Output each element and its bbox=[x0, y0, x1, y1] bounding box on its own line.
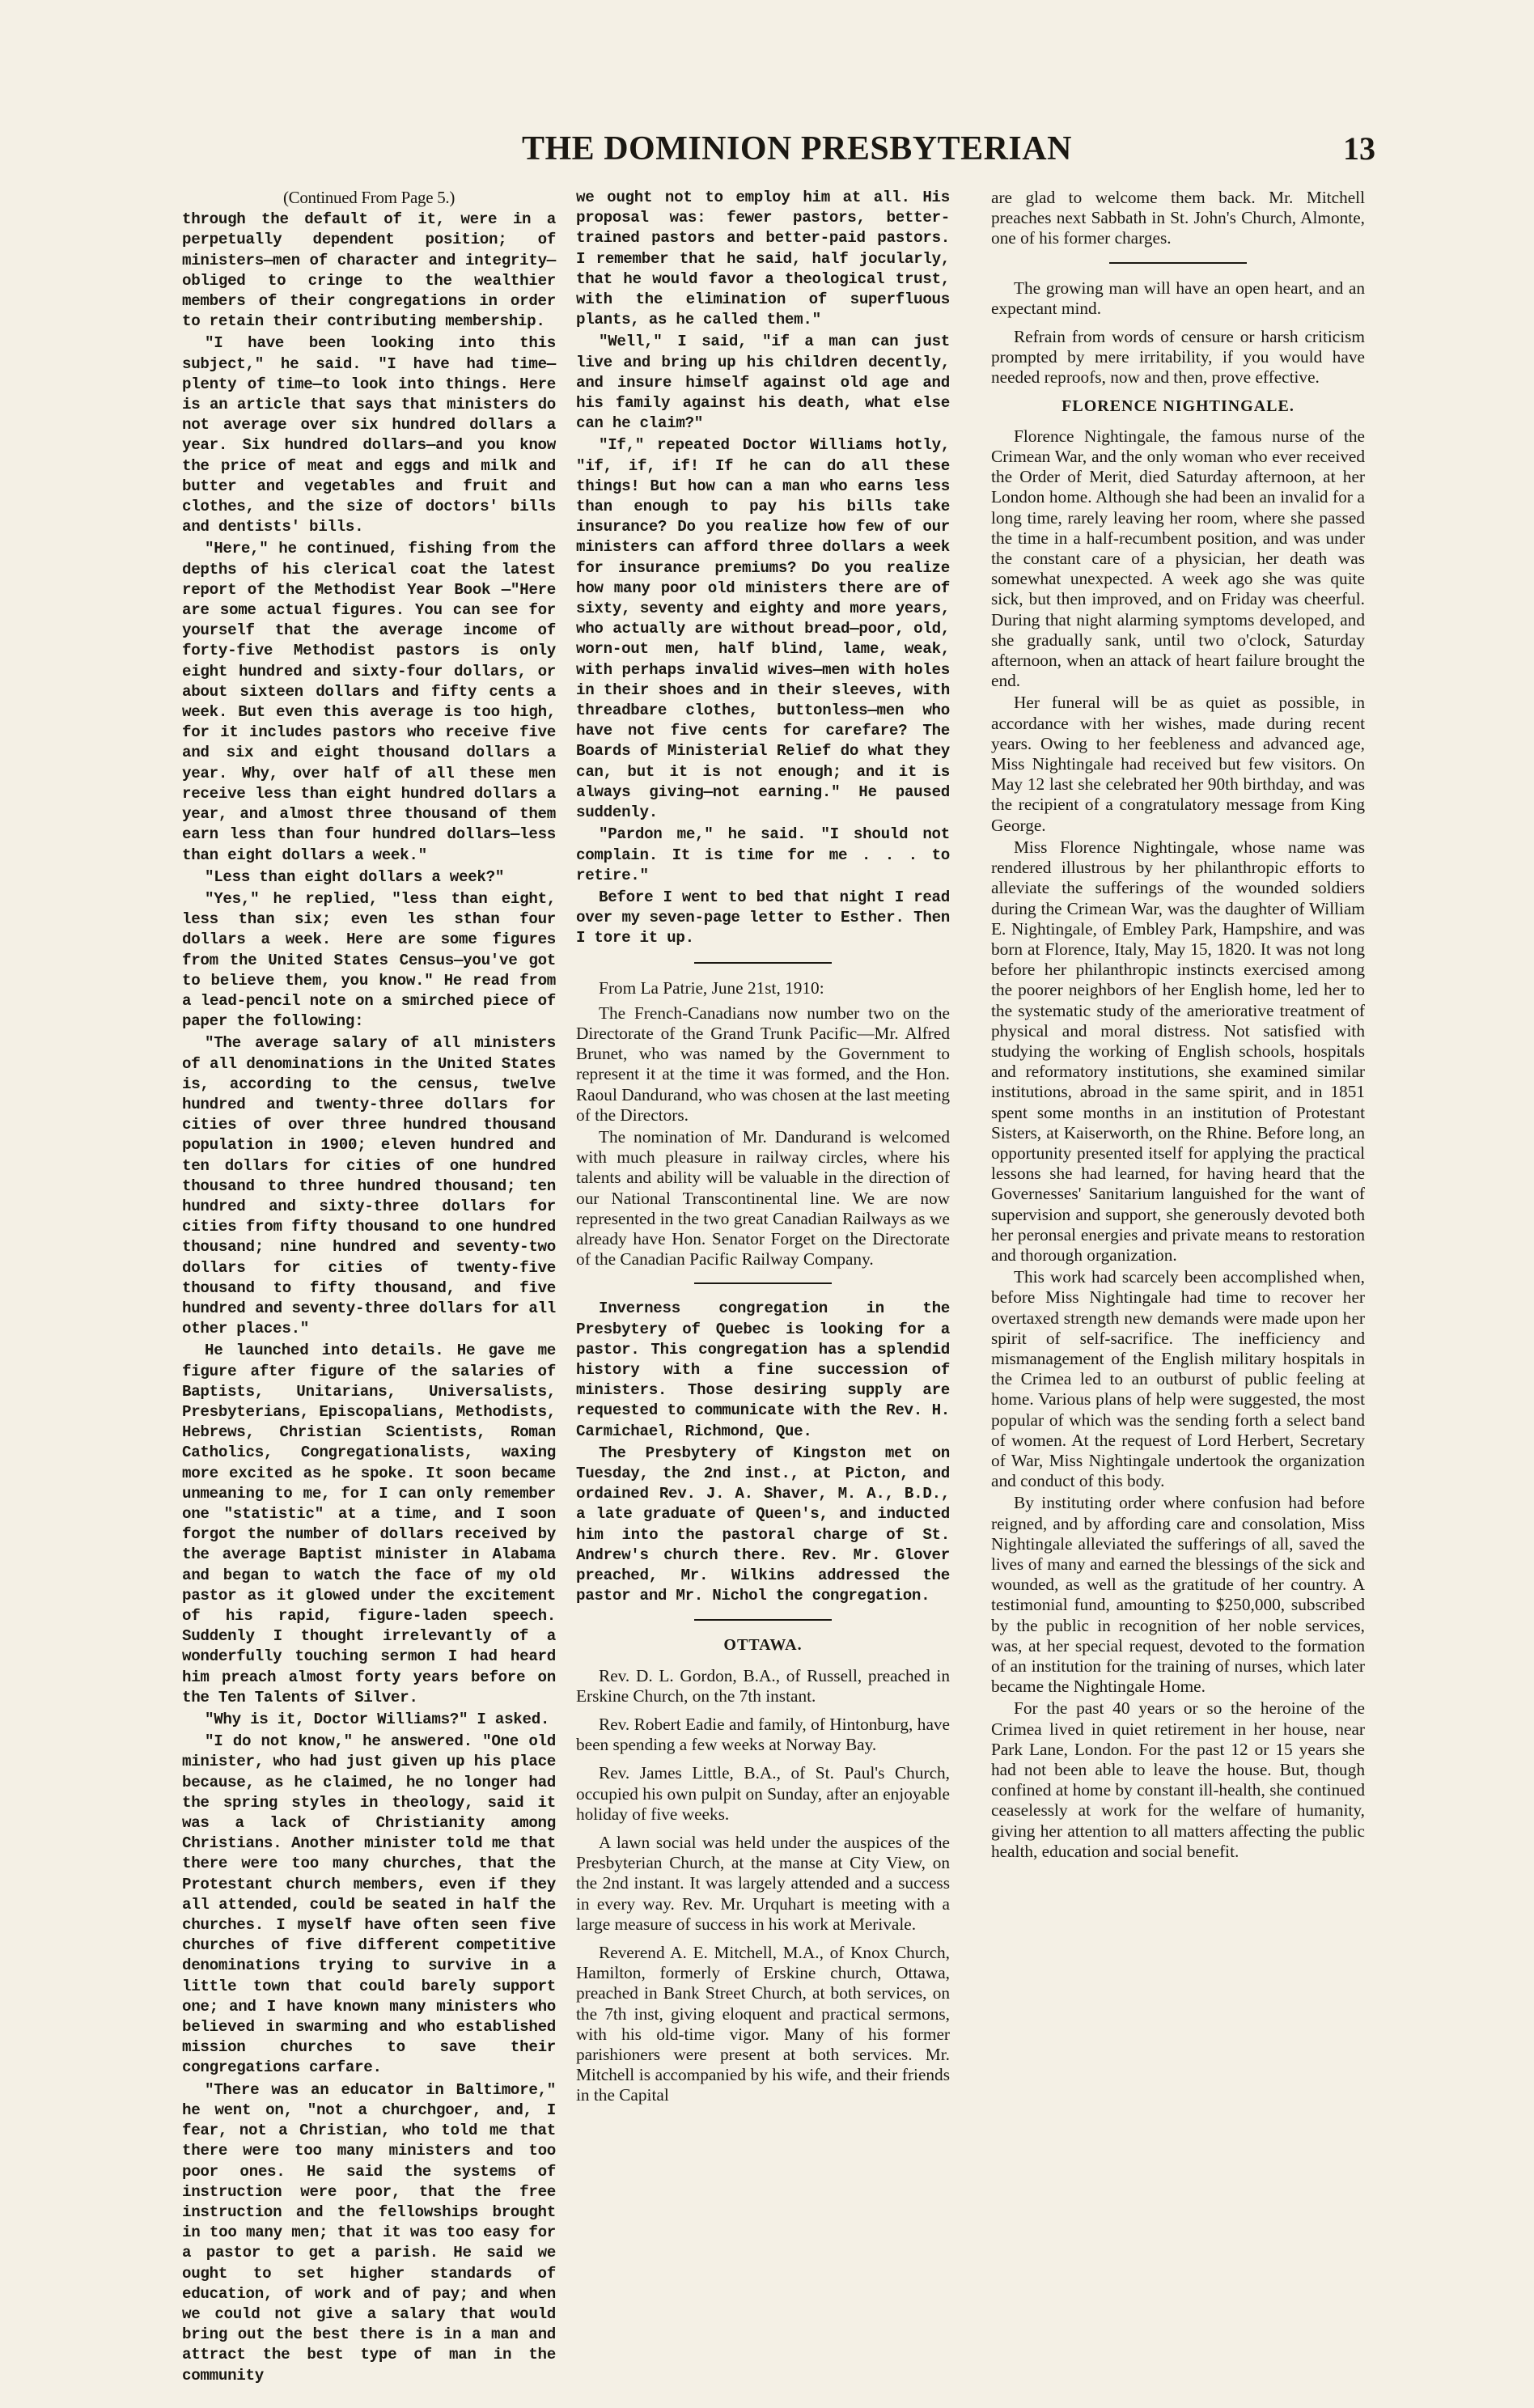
article-paragraph: "If," repeated Doctor Williams hotly, "if, if, if! If he can do all these things! But how can a man who earns less than enough to pay his bills take insurance? Do you realize how few of our ministers can afford three dollars a week for insurance premiums? Do you realize how many poor old ministers there are of sixty, seventy and eighty and more years, who actually are without bread—poor, old, worn-out men, half blind, lame, weak, with perhaps invalid wives—men with holes in their shoes and in their sleeves, with threadbare clothes, buttonless—men who have not five cents for carefare? The Boards of Ministerial Relief do what they can, but it is not enough; and it is always giving—not earning." He paused suddenly. bbox=[576, 436, 950, 822]
article-paragraph: we ought not to employ him at all. His proposal was: fewer pastors, better-trained pastors and better-paid pastors. I remember that he said, half jocularly, that he would favor a theological trust, with the elimination of superfluous plants, as he called them." bbox=[576, 189, 950, 329]
article-paragraph: "I do not know," he answered. "One old minister, who had just given up his place because, as he claimed, he no longer had the spring styles in theology, said it was a lack of Christianity among Christians. Another minister told me that there were too many churches, that the Protestant church members, even if they all attended, could be seated in half the churches. I myself have often seen five churches of five different competitive denominations trying to survive in a little town that could barely support one; and I have known many ministers who believed in swarming and who established mission churches to save their congregations carfare. bbox=[182, 1732, 556, 2077]
nightingale-paragraph: Miss Florence Nightingale, whose name was rendered illustrous by her philanthropic efforts to alleviate the sufferings of the wounded soldiers during the Crimean War, was the daughter of William E. Nightingale, of Embley Park, Hampshire, and was born at Florence, Italy, May 15, 1820. It was not long before her philanthropic instincts exercised among the poorer neighbors of her English home, led her to the systematic study of the ameriorative treatment of physical and moral distress. Not satisfied with studying the working of English schools, hospitals and reformatory institutions, she examined similar institutions, abroad in the same spirit, and in 1851 spent some months in an institution of Protestant Sisters, at Kaiserworth, on the Rhine. Before long, an opportunity presented itself for applying the practical lessons she had learned, for having heard that the Governesses' Sanitarium languished for the want of supervision and support, she generously devoted both her peronsal energies and private means to restoration and thorough organization. bbox=[991, 837, 1365, 1265]
column-1 bbox=[182, 188, 556, 2385]
article-paragraph: "I have been looking into this subject," he said. "I have had time—plenty of time—to look into things. Here is an article that says that ministers do not average over six hundred dollars a year. Six hundred dollars—and you know the price of meat and eggs and milk and butter and vegetables and fruit and clothes, and the size of doctors' bills and dentists' bills. bbox=[182, 334, 556, 536]
article-paragraph: "Well," I said, "if a man can just live and bring up his children decently, and insure himself against old age and his family against his death, what else can he claim?" bbox=[576, 333, 950, 433]
patrie-caption: From La Patrie, June 21st, 1910: bbox=[599, 977, 824, 998]
ottawa-paragraph: A lawn social was held under the auspices of the Presbyterian Church, at the manse at City View, on the 2nd instant. It was largely attended and a success in every way. Rev. Mr. Urquhart is meeting with a large measure of success in his work at Merivale. bbox=[576, 1833, 950, 1934]
section-divider bbox=[694, 962, 832, 964]
story-continuation bbox=[576, 188, 950, 949]
article-paragraph: "Here," he continued, fishing from the depths of his clerical coat the latest report of the Methodist Year Book —"Here are some actual figures. You can see for yourself that the average income of forty-five Methodist pastors is only eight hundred and sixty-four dollars, or about sixteen dollars and fifty cents a week. But even this average is too high, for it includes pastors who receive five and six and eight thousand dollars a year. Why, over half of all these men receive less than eight hundred dollars a year, and almost three thousand of them earn less than four hundred dollars—less than eight dollars a week." bbox=[182, 540, 556, 864]
nightingale-paragraph: This work had scarcely been accomplished when, before Miss Nightingale had time to recover her overtaxed strength new demands were made upon her spirit of self-sacrifice. The inefficiency and mismanagement of the English military hospitals in the Crimea led to an outburst of public feeling at home. Various plans of help were suggested, the most popular of which was the sending forth a select band of women. At the request of Lord Herbert, Secretary of War, Miss Nightingale undertook the organization and conduct of this body. bbox=[991, 1267, 1365, 1491]
nightingale-heading: FLORENCE NIGHTINGALE. bbox=[1062, 396, 1295, 415]
column-3 bbox=[991, 188, 1365, 2227]
ottawa-heading: OTTAWA. bbox=[723, 1636, 803, 1655]
ottawa-paragraph: Rev. D. L. Gordon, B.A., of Russell, preached in Erskine Church, on the 7th instant. bbox=[576, 1665, 950, 1706]
masthead: THE DOMINION PRESBYTERIAN bbox=[522, 130, 1072, 167]
column-2 bbox=[576, 188, 950, 2227]
article-paragraph: "The average salary of all ministers of all denominations in the United States is, according to the census, twelve hundred and twenty-three dollars for cities of over three hundred thousand population in 1900; eleven hundred and ten dollars for cities of one hundred thousand to three hundred thousand; ten hundred and sixty-three dollars for cities from fifty thousand to one hundred thousand; nine hundred and seventy-two dollars for cities of twenty-five thousand to fifty thousand, and five hundred and seventy-three dollars for all other places." bbox=[182, 1034, 556, 1338]
maxim: The growing man will have an open heart, and an expectant mind. bbox=[991, 278, 1365, 318]
presbytery-notices bbox=[576, 1299, 950, 1606]
ottawa-paragraph: Rev. James Little, B.A., of St. Paul's Church, occupied his own pulpit on Sunday, after an enjoyable holiday of five weeks. bbox=[576, 1763, 950, 1824]
article-paragraph: "There was an educator in Baltimore," he went on, "not a churchgoer, and, I fear, not a Christian, who told me that there were too many ministers and too poor ones. He said the systems of instruction were poor, that the free instruction and the fellowships brought in too many men; that it was too easy for a pastor to get a parish. He said we ought to set higher standards of education, of work and of pay; and when we could not give a salary that would bring out the best there is in a man and attract the best type of man in the community bbox=[182, 2080, 556, 2385]
nightingale-paragraph: Florence Nightingale, the famous nurse of the Crimean War, and the only woman who ever received the Order of Merit, died Saturday afternoon, at her London home. Although she had been an invalid for a long time, rarely leaving her room, where she passed the time in a half-recumbent position, and was under the constant care of a physician, her death was somewhat unexpected. A week ago she was quite sick, but then improved, and on Friday was cheerful. During that night alarming symptoms developed, and she gradually sank, until two o'clock, Saturday afternoon, when an attack of heart failure brought the end. bbox=[991, 426, 1365, 691]
patrie-paragraph: The French-Canadians now number two on the Directorate of the Grand Trunk Pacific—Mr. Alfred Brunet, who was named by the Government to represent it at the time it was formed, and the Hon. Raoul Dandurand, who was chosen at the last meeting of the Directors. bbox=[576, 1003, 950, 1125]
article-paragraph: "Yes," he replied, "less than eight, less than six; even les sthan four dollars a week. Here are some figures from the United States Census—you've got to believe them, you know." He read from a lead-pencil note on a smirched piece of paper the following: bbox=[182, 889, 556, 1031]
article-paragraph: Before I went to bed that night I read over my seven-page letter to Esther. Then I tore it up. bbox=[576, 888, 950, 948]
ottawa-paragraph: Rev. Robert Eadie and family, of Hintonburg, have been spending a few weeks at Norway Bay. bbox=[576, 1715, 950, 1755]
notice-paragraph: The Presbytery of Kingston met on Tuesday, the 2nd inst., at Picton, and ordained Rev. J. A. Shaver, M. A., B.D., a late graduate of Queen's, and inducted him into the pastoral charge of St. Andrew's church there. Rev. Mr. Glover preached, Mr. Wilkins addressed the pastor and Mr. Nichol the congregation. bbox=[576, 1444, 950, 1605]
article-paragraph: through the default of it, were in a perpetually dependent position; of ministers—men of character and integrity—obliged to cringe to the wealthier members of their congregations in order to retain their contributing membership. bbox=[182, 210, 556, 331]
ottawa-paragraph: Reverend A. E. Mitchell, M.A., of Knox Church, Hamilton, formerly of Erskine church, Ottawa, preached in Bank Street Church, at both services, on the 7th inst, giving eloquent and practical sermons, with his old-time vigor. Many of his former parishioners were present at both services. Mr. Mitchell is accompanied by his wife, and their friends in the Capital bbox=[576, 1943, 950, 2105]
ottawa-paragraph-continued: are glad to welcome them back. Mr. Mitchell preaches next Sabbath in St. John's Church, Almonte, one of his former charges. bbox=[991, 188, 1365, 248]
article-paragraph: "Why is it, Doctor Williams?" I asked. bbox=[205, 1711, 550, 1729]
page-header bbox=[186, 129, 1375, 178]
maxim: Refrain from words of censure or harsh criticism prompted by mere irritability, if you would have needed reproofs, now and then, prove effective. bbox=[991, 327, 1365, 388]
nightingale-paragraph: By instituting order where confusion had before reigned, and by affording care and consolation, Miss Nightingale alleviated the sufferings of all, saved the lives of many and earned the blessings of the sick and wounded, as well as the gratitude of her country. A testimonial fund, amounting to $250,000, subscribed by the public in recognition of her noble services, was, at her special request, devoted to the formation of an institution for the training of nurses, which later became the Nightingale Home. bbox=[991, 1493, 1365, 1697]
nightingale-paragraph: For the past 40 years or so the heroine of the Crimea lived in quiet retirement in her house, near Park Lane, London. For the past 12 or 15 years she had not been able to leave the house. But, though confined at home by constant ill-health, she continued ceaselessly at work for the welfare of humanity, giving her attention to all matters affecting the public health, education and social benefit. bbox=[991, 1698, 1365, 1861]
notice-paragraph: Inverness congregation in the Presbytery of Quebec is looking for a pastor. This congregation has a splendid history with a fine succession of ministers. Those desiring supply are requested to communicate with the Rev. H. Carmichael, Richmond, Que. bbox=[576, 1299, 950, 1440]
patrie-paragraph: The nomination of Mr. Dandurand is welcomed with much pleasure in railway circles, where his talents and ability will be valuable in the direction of our National Transcontinental line. We are now represented in the two great Canadian Railways as we already have Hon. Senator Forget on the Directorate of the Canadian Pacific Railway Company. bbox=[576, 1126, 950, 1270]
section-divider bbox=[1109, 262, 1247, 264]
section-divider bbox=[694, 1282, 832, 1284]
continued-note: (Continued From Page 5.) bbox=[282, 188, 456, 207]
article-paragraph: He launched into details. He gave me figure after figure of the salaries of Baptists, Unitarians, Universalists, Presbyterians, Episcopalians, Methodists, Hebrews, Christian Scientists, Roman Catholics, Congregationalists, waxing more excited as he spoke. It soon became unmeaning to me, for I can only remember one "statistic" at a time, and I soon forgot the number of dollars received by the average Baptist minister in Alabama and began to watch the face of my old pastor as it glowed under the excitement of his rapid, figure-laden speech. Suddenly I thought irrelevantly of a wonderfully touching sermon I had heard him preach almost forty years before on the Ten Talents of Silver. bbox=[182, 1342, 556, 1706]
nightingale-paragraph: Her funeral will be as quiet as possible, in accordance with her wishes, made during recent years. Owing to her feebleness and advanced age, Miss Nightingale had received but few visitors. On May 12 last she celebrated her 90th birthday, and was the recipient of a congratulatory message from King George. bbox=[991, 693, 1365, 835]
section-divider bbox=[694, 1619, 832, 1621]
page-number: 13 bbox=[1343, 130, 1375, 167]
article-paragraph: "Less than eight dollars a week?" bbox=[205, 867, 505, 886]
article-paragraph: "Pardon me," he said. "I should not complain. It is time for me . . . to retire." bbox=[576, 825, 950, 884]
